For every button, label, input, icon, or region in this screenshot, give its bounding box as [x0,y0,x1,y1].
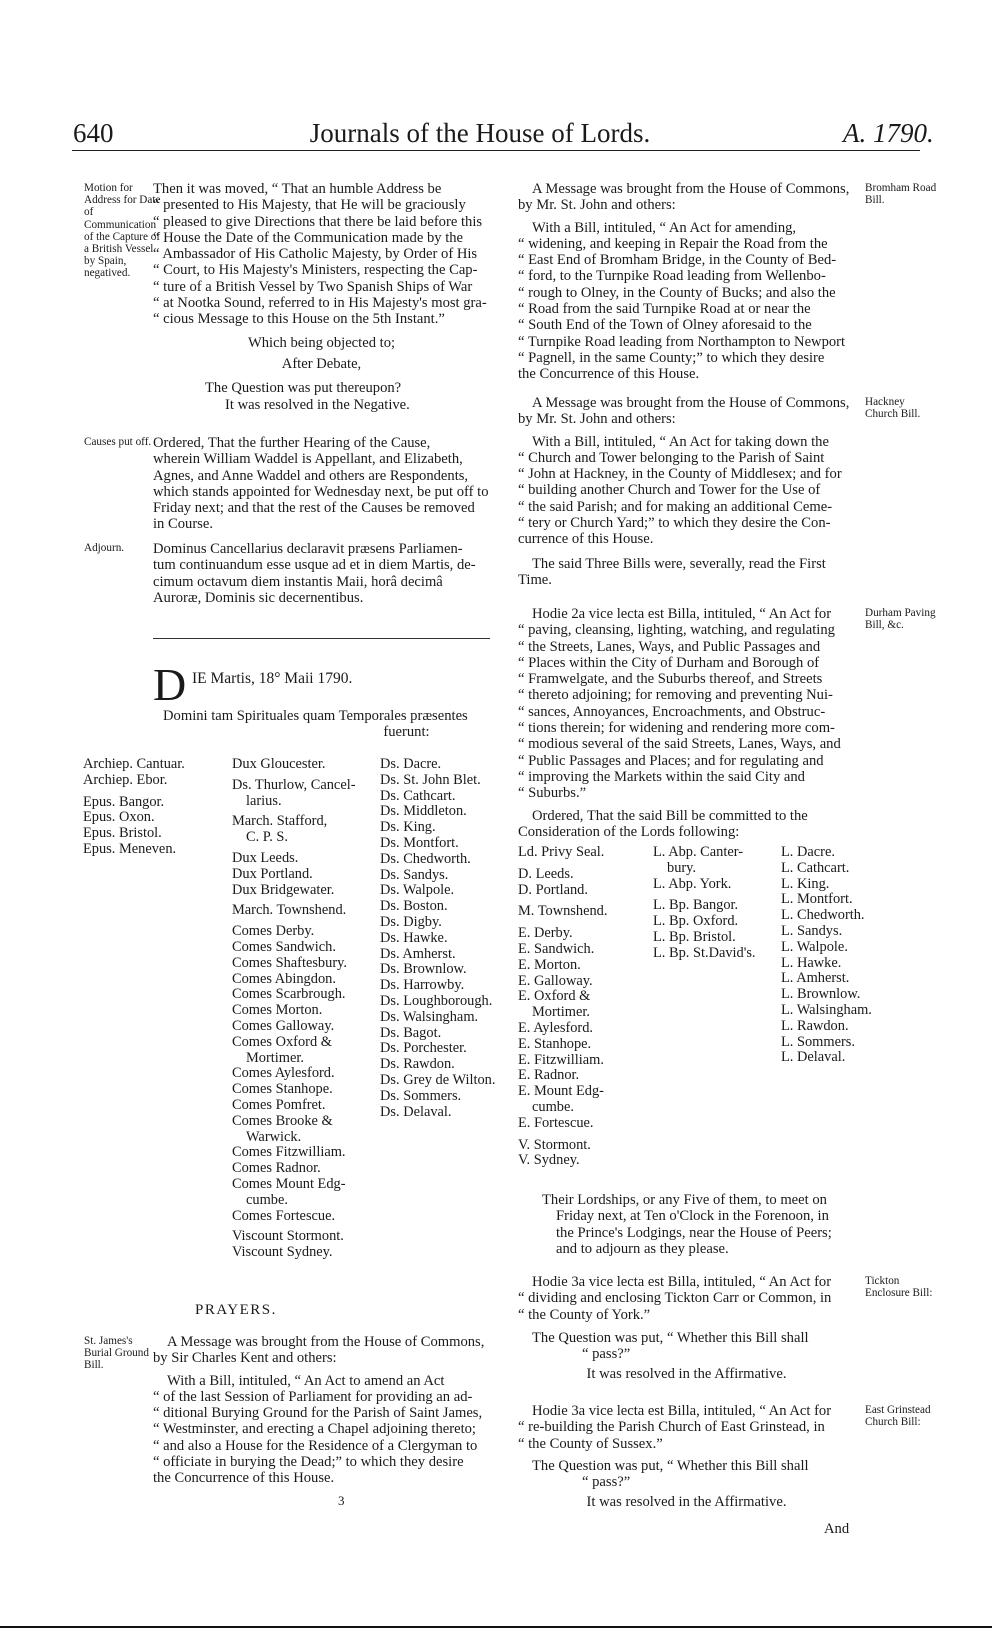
lord-entry: Ds. Amherst. [380,945,456,962]
catchword: And [824,1521,850,1537]
lord-entry: L. Bp. St.David's. [653,944,756,961]
lord-entry: D. Portland. [518,881,588,898]
lord-entry: Ds. Chedworth. [380,850,471,867]
lord-entry: L. Bp. Oxford. [653,913,739,930]
lord-entry: E. Mount Edg- [518,1083,604,1100]
lord-entry: larius. [246,792,282,809]
objection-note: Which being objected to; [247,335,396,351]
text-line: “ Suburbs.” [518,785,587,802]
text-line: The said Three Bills were, severally, read the First [532,556,826,572]
text-line: the Prince's Lodgings, near the House of Peers; [556,1224,832,1241]
lord-entry: Ds. Loughborough. [380,992,493,1009]
text-line: “ sances, Annoyances, Encroachments, and Obstruc- [518,703,826,720]
causes-paragraph [153,435,490,533]
text-line: The Question was put, “ Whether this Bill shall [532,1458,809,1474]
text-line: “ modious several of the said Streets, Lanes, Ways, and [518,736,841,753]
margin-note-causes: Causes put off. [84,436,152,448]
lord-entry: Dux Leeds. [232,849,299,866]
text-line: the Concurrence of this House. [518,366,700,383]
lord-entry: L. Abp. Canter- [653,844,744,860]
margin-note-durham: Durham Paving Bill, &c. [865,607,936,632]
text-line: Consideration of the Lords following: [518,824,740,841]
lord-entry: L. Sandys. [781,922,843,939]
after-debate-note: After Debate, [281,356,362,372]
lord-entry: E. Sandwich. [518,940,595,957]
signature-mark: 3 [338,1493,345,1508]
lord-entry: Mortimer. [246,1049,304,1066]
lord-entry: L. Sommers. [781,1033,855,1050]
bishops-list [83,757,219,858]
lord-entry: E. Oxford & [518,988,591,1005]
lord-entry: E. Fortescue. [518,1114,594,1131]
lord-entry: Ds. Bagot. [380,1024,442,1041]
lord-entry: Ds. Porchester. [380,1040,467,1057]
lord-entry: L. Walpole. [781,938,848,955]
text-line: which stands appointed for Wednesday next, be put off to [153,483,489,500]
text-line: Hodie 3a vice lecta est Billa, intituled, “ An Act for [532,1274,832,1290]
lord-entry: Comes Stanhope. [232,1081,333,1098]
lord-entry: E. Fitzwilliam. [518,1051,604,1068]
lord-entry: Ds. Sandys. [380,866,449,883]
lord-entry: Ds. Boston. [380,898,448,915]
text-line: “ tery or Church Yard;” to which they desire the Con- [518,515,831,532]
text-line: Agnes, and Anne Waddel and others are Respondents, [153,467,469,484]
lord-entry: bury. [667,859,697,876]
text-line: “ widening, and keeping in Repair the Road from the [518,235,828,252]
text-line: “ the said Parish; and for making an additional Ceme- [518,498,833,515]
lord-entry: Comes Brooke & [232,1112,333,1129]
margin-note-hackney: Hackney Church Bill. [865,396,921,421]
lord-entry: Ds. Middleton. [380,803,467,820]
lord-entry: Ds. Thurlow, Cancel- [232,776,356,793]
text-line: “ Turnpike Road leading from Northampton to Newport [518,333,846,350]
lord-entry: Comes Oxford & [232,1033,332,1050]
text-line: Time. [518,572,552,589]
lord-entry: Viscount Stormont. [232,1228,344,1245]
text-line: “ improving the Markets within the said City and [518,768,805,785]
adjourn-paragraph [153,541,490,606]
lord-entry: V. Stormont. [518,1136,591,1153]
text-line: Domini tam Spirituales quam Temporales præsentes [163,708,468,724]
tickton-question [532,1330,855,1363]
hackney-paragraph [518,395,855,548]
lord-entry: C. P. S. [246,829,288,846]
lord-entry: E. Stanhope. [518,1035,592,1052]
text-line: Then it was moved, “ That an humble Address be [153,181,442,197]
text-line: “ the County of Sussex.” [518,1435,663,1452]
present-heading [163,708,490,741]
text-line: in Course. [153,516,213,533]
lord-entry: Ds. Grey de Wilton. [380,1071,496,1088]
text-line: A Message was brought from the House of Commons, [532,181,850,197]
lord-entry: Comes Scarbrough. [232,986,346,1003]
lord-entry: Comes Sandwich. [232,938,336,955]
lord-entry: Epus. Meneven. [83,840,177,857]
lord-entry: Ds. Harrowby. [380,977,465,994]
lord-entry: L. Walsingham. [781,1001,872,1018]
durham-paragraph [518,606,855,802]
text-line: the Concurrence of this House. [153,1470,335,1487]
lord-entry: L. King. [781,875,830,892]
text-line: Ordered, That the said Bill be committed to the [532,808,808,824]
text-line: “ Public Passages and Places; and for regulating and [518,752,824,769]
lord-entry: L. Abp. York. [653,875,732,892]
lord-entry: L. Dacre. [781,844,835,860]
lord-entry: M. Townshend. [518,903,608,920]
tickton-resolution: It was resolved in the Affirmative. [586,1366,787,1382]
lord-entry: Dux Gloucester. [232,756,326,772]
lord-entry: Comes Fitzwilliam. [232,1144,346,1161]
peers-list [232,757,377,1261]
lord-entry: L. Amherst. [781,970,850,987]
lord-entry: L. Delaval. [781,1049,846,1066]
lord-entry: Comes Galloway. [232,1017,335,1034]
page-year: A. 1790. [843,118,934,148]
lord-entry: Ds. Walpole. [380,882,455,899]
text-line: “ ford, to the Turnpike Road leading from Wellenbo- [518,268,826,285]
text-line: “ paving, cleansing, lighting, watching, and regulating [518,622,835,639]
lord-entry: Warwick. [246,1128,302,1145]
lord-entry: Comes Abingdon. [232,970,336,987]
lord-entry: cumbe. [246,1191,288,1208]
lord-entry: E. Galloway. [518,972,593,989]
three-bills-paragraph [518,556,855,589]
lord-entry: Ds. Hawke. [380,929,448,946]
east-grinstead-paragraph [518,1403,855,1452]
text-line: “ officiate in burying the Dead;” to which they desire [153,1454,464,1471]
committee-lords-col-2 [653,845,783,962]
lord-entry: Ds. Delaval. [380,1103,452,1120]
east-grinstead-resolution: It was resolved in the Affirmative. [586,1494,787,1510]
text-line: fuerunt: [383,724,430,741]
text-line: “ East End of Bromham Bridge, in the County of Bed- [518,252,837,269]
text-line: “ of the last Session of Parliament for providing an ad- [153,1388,473,1405]
text-line: “ ture of a British Vessel by Two Spanish Ships of War [153,278,473,295]
lord-entry: Epus. Bangor. [83,793,165,810]
text-line: “ Court, to His Majesty's Ministers, respecting the Cap- [153,262,478,279]
lord-entry: Ds. Rawdon. [380,1056,455,1073]
lord-entry: Mortimer. [532,1004,590,1021]
lord-entry: Comes Pomfret. [232,1096,326,1113]
lord-entry: Ds. King. [380,819,436,836]
committee-lords-col-1 [518,845,646,1169]
margin-note-east-grinstead: East Grinstead Church Bill: [865,1404,931,1429]
text-line: wherein William Waddel is Appellant, and Elizabeth, [153,451,463,468]
lord-entry: Comes Aylesford. [232,1065,335,1082]
text-line: “ Pagnell, in the same County;” to which they desire [518,349,825,366]
east-grinstead-question [532,1458,855,1491]
lord-entry: Ds. Dacre. [380,756,442,772]
lord-entry: L. Hawke. [781,954,842,971]
section-rule [153,638,490,639]
drop-cap: D [153,659,187,710]
lord-entry: Ds. St. John Blet. [380,771,481,788]
text-line: Ordered, That the further Hearing of the Cause, [153,435,431,451]
text-line: “ John at Hackney, in the County of Middlesex; and for [518,466,842,483]
resolution-negative: It was resolved in the Negative. [225,397,410,413]
text-line: “ Places within the City of Durham and Borough of [518,654,820,671]
lord-entry: March. Stafford, [232,813,328,830]
lord-entry: L. Cathcart. [781,859,850,876]
tickton-paragraph [518,1274,855,1323]
lord-entry: Ds. Brownlow. [380,961,467,978]
text-line: “ the Streets, Lanes, Ways, and Public Passages and [518,638,821,655]
lord-entry: Comes Derby. [232,923,315,940]
lord-entry: L. Brownlow. [781,986,861,1003]
text-line: “ building another Church and Tower for the Use of [518,482,821,499]
lord-entry: L. Montfort. [781,891,853,908]
text-line: With a Bill, intituled, “ An Act for taking down the [532,433,829,450]
text-line: Dominus Cancellarius declaravit præsens Parliamen- [153,541,463,557]
text-line: “ presented to His Majesty, that He will be graciously [153,197,466,214]
lord-entry: Ds. Digby. [380,913,442,930]
text-line: by Sir Charles Kent and others: [153,1350,337,1367]
lord-entry: Ds. Sommers. [380,1087,462,1104]
text-line: “ thereto adjoining; for removing and preventing Nui- [518,687,833,704]
bromham-paragraph [518,181,855,383]
text-line: by Mr. St. John and others: [518,411,676,428]
sitting-date: IE Martis, 18° Maii 1790. [192,670,353,687]
st-james-paragraph [153,1334,490,1487]
text-line: A Message was brought from the House of Commons, [167,1334,485,1350]
barons-list [380,757,505,1120]
text-line: “ cious Message to this House on the 5th Instant.” [153,311,445,328]
margin-note-motion: Motion for Address for Date of Communication of the Capture of a British Vessel by Spain, negatived. [84,182,161,280]
margin-note-tickton: Tickton Enclosure Bill: [865,1275,933,1300]
text-line: Friday next; and that the rest of the Causes be removed [153,500,475,517]
lord-entry: Ds. Cathcart. [380,787,456,804]
page-number: 640 [73,118,114,148]
lord-entry: Comes Morton. [232,1002,323,1019]
text-line: and to adjourn as they please. [556,1240,729,1257]
text-line: “ Road from the said Turnpike Road at or near the [518,301,811,318]
text-line: “ Church and Tower belonging to the Parish of Saint [518,449,825,466]
text-line: “ ditional Burying Ground for the Parish of Saint James, [153,1405,483,1422]
text-line: “ tions therein; for widening and rendering more com- [518,720,835,737]
motion-paragraph [153,181,490,328]
text-line: tum continuandum esse usque ad et in diem Martis, de- [153,557,476,574]
lord-entry: L. Rawdon. [781,1017,849,1034]
lord-entry: Ld. Privy Seal. [518,844,605,860]
meeting-paragraph [542,1192,856,1257]
text-line: “ rough to Olney, in the County of Bucks; and also the [518,284,836,301]
margin-note-st-james: St. James's Burial Ground Bill. [84,1335,149,1372]
prayers-heading: PRAYERS. [195,1302,277,1318]
lord-entry: Dux Portland. [232,865,313,882]
text-line: “ pleased to give Directions that there be laid before this [153,213,483,230]
text-line: “ dividing and enclosing Tickton Carr or Common, in [518,1290,832,1307]
lord-entry: Ds. Walsingham. [380,1008,479,1025]
running-title: Journals of the House of Lords. [309,118,651,148]
lord-entry: Ds. Montfort. [380,834,459,851]
text-line: “ the County of York.” [518,1306,651,1323]
text-line: A Message was brought from the House of Commons, [532,395,850,411]
question-put: The Question was put thereupon? [205,380,402,396]
text-line: “ pass?” [582,1346,631,1363]
lord-entry: March. Townshend. [232,902,347,919]
margin-note-bromham: Bromham Road Bill. [865,182,937,207]
lord-entry: L. Chedworth. [781,907,865,924]
committee-lords-col-3 [781,845,876,1066]
text-line: by Mr. St. John and others: [518,197,676,214]
lord-entry: cumbe. [532,1098,574,1115]
text-line: “ Westminster, and erecting a Chapel adjoining thereto; [153,1421,476,1438]
text-line: cimum octavum diem instantis Maii, horâ decimâ [153,573,443,590]
text-line: “ Ambassador of His Catholic Majesty, by Order of His [153,246,478,263]
text-line: Friday next, at Ten o'Clock in the Forenoon, in [556,1208,829,1225]
text-line: “ Framwelgate, and the Suburbs thereof, and Streets [518,671,823,688]
lord-entry: Comes Shaftesbury. [232,954,347,971]
text-line: Hodie 3a vice lecta est Billa, intituled, “ An Act for [532,1403,832,1419]
lord-entry: Epus. Bristol. [83,825,162,842]
text-line: “ at Nootka Sound, referred to in His Majesty's most gra- [153,295,487,312]
lord-entry: V. Sydney. [518,1152,580,1169]
text-line: Hodie 2a vice lecta est Billa, intituled, “ An Act for [532,606,832,622]
text-line: Auroræ, Dominis sic decernentibus. [153,589,364,606]
lord-entry: Archiep. Ebor. [83,771,168,788]
header-rule [72,150,920,151]
text-line: With a Bill, intituled, “ An Act to amend an Act [167,1372,445,1389]
lord-entry: Archiep. Cantuar. [83,756,185,772]
text-line: “ South End of the Town of Olney aforesaid to the [518,317,812,334]
text-line: Their Lordships, or any Five of them, to meet on [542,1192,827,1208]
text-line: “ House the Date of the Communication made by the [153,229,464,246]
lord-entry: E. Derby. [518,925,573,942]
lord-entry: E. Morton. [518,956,581,973]
bottom-border [0,1626,992,1628]
lord-entry: L. Bp. Bangor. [653,897,739,914]
lord-entry: L. Bp. Bristol. [653,928,736,945]
text-line: “ pass?” [582,1474,631,1491]
lord-entry: D. Leeds. [518,865,574,882]
text-line: currence of this House. [518,531,654,548]
lord-entry: Dux Bridgewater. [232,881,335,898]
lord-entry: Comes Radnor. [232,1160,321,1177]
lord-entry: Epus. Oxon. [83,809,155,826]
lord-entry: Comes Mount Edg- [232,1175,346,1192]
committed-paragraph [518,808,855,841]
text-line: The Question was put, “ Whether this Bill shall [532,1330,809,1346]
lord-entry: Viscount Sydney. [232,1244,333,1261]
text-line: “ re-building the Parish Church of East Grinstead, in [518,1419,825,1436]
text-line: “ and also a House for the Residence of a Clergyman to [153,1437,478,1454]
lord-entry: E. Radnor. [518,1067,580,1084]
lord-entry: Comes Fortescue. [232,1207,336,1224]
text-line: With a Bill, intituled, “ An Act for amending, [532,219,797,236]
lord-entry: E. Aylesford. [518,1019,594,1036]
margin-note-adjourn: Adjourn. [84,542,125,554]
